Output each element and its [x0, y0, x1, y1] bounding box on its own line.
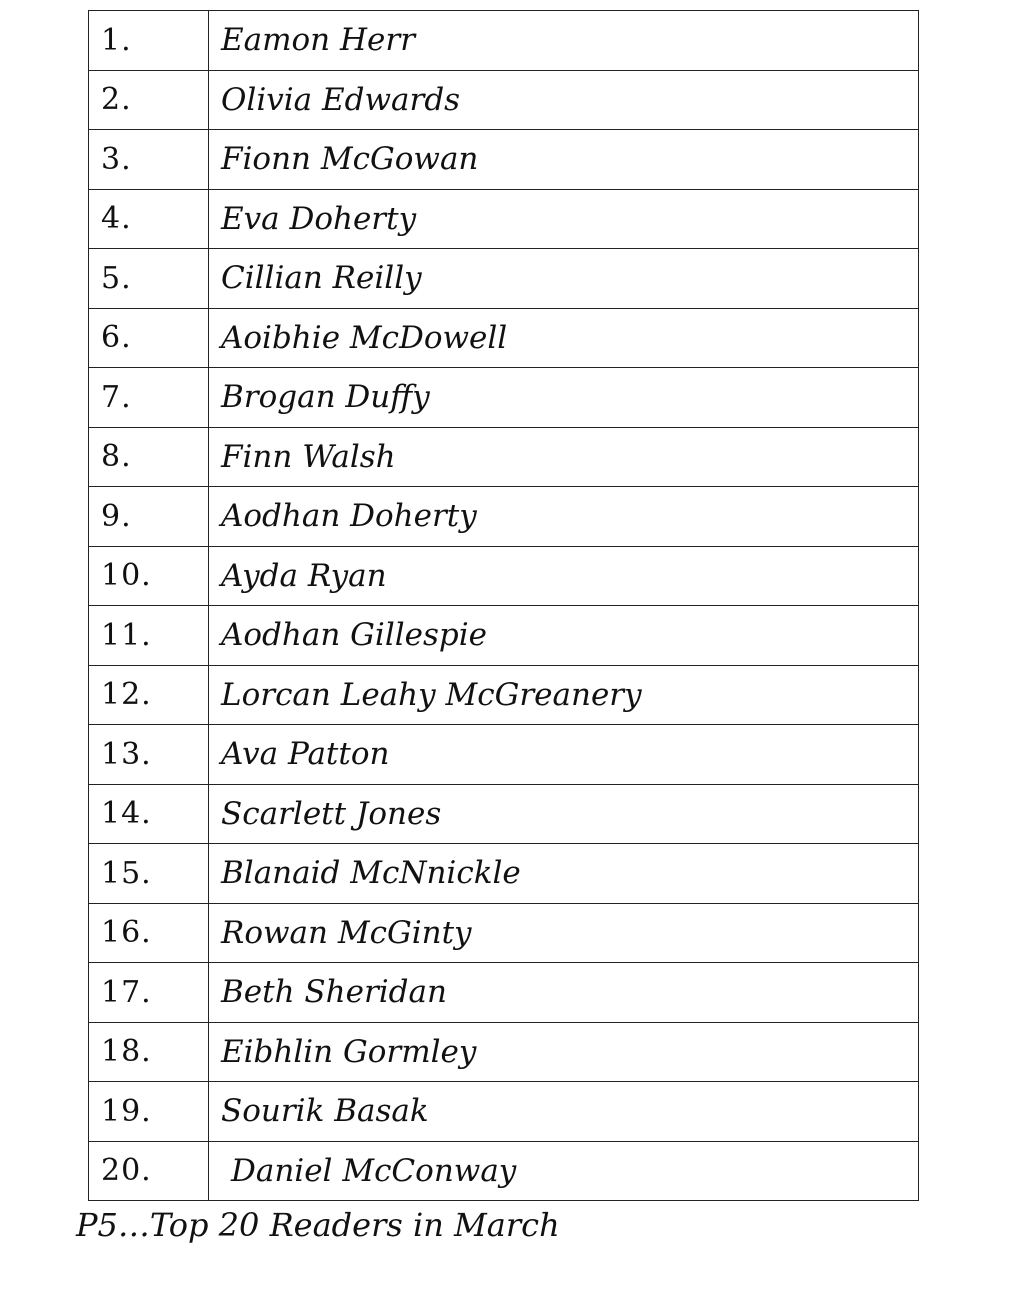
table-row: [89, 784, 919, 844]
table-row: [89, 1022, 919, 1082]
table-row: [89, 189, 919, 249]
rank-cell: 1.: [89, 11, 209, 71]
table-row: [89, 1082, 919, 1142]
rank-cell: 12.: [89, 665, 209, 725]
rank-cell: 9.: [89, 487, 209, 547]
table-row: [89, 963, 919, 1023]
reader-name-cell: Scarlett Jones: [209, 784, 919, 844]
table-row: [89, 1141, 919, 1201]
rank-cell: 8.: [89, 427, 209, 487]
reader-name-cell: Finn Walsh: [209, 427, 919, 487]
rank-cell: 14.: [89, 784, 209, 844]
table-row: [89, 487, 919, 547]
reader-name-cell: Ava Patton: [209, 725, 919, 785]
rank-cell: 13.: [89, 725, 209, 785]
table-row: [89, 130, 919, 190]
readers-table-body: [89, 11, 919, 1201]
table-row: [89, 665, 919, 725]
rank-cell: 5.: [89, 249, 209, 309]
reader-name-cell: Beth Sheridan: [209, 963, 919, 1023]
reader-name-cell: Ayda Ryan: [209, 546, 919, 606]
rank-cell: 4.: [89, 189, 209, 249]
rank-cell: 19.: [89, 1082, 209, 1142]
rank-cell: 11.: [89, 606, 209, 666]
table-row: [89, 249, 919, 309]
table-row: [89, 308, 919, 368]
caption: P5…Top 20 Readers in March: [76, 1206, 560, 1244]
reader-name-cell: Olivia Edwards: [209, 70, 919, 130]
reader-name-cell: Eva Doherty: [209, 189, 919, 249]
reader-name-cell: Aodhan Doherty: [209, 487, 919, 547]
reader-name-cell: Rowan McGinty: [209, 903, 919, 963]
reader-name-cell: Eamon Herr: [209, 11, 919, 71]
reader-name-cell: Aoibhie McDowell: [209, 308, 919, 368]
reader-name-cell: Eibhlin Gormley: [209, 1022, 919, 1082]
rank-cell: 18.: [89, 1022, 209, 1082]
reader-name-cell: Cillian Reilly: [209, 249, 919, 309]
table-row: [89, 427, 919, 487]
table-row: [89, 70, 919, 130]
table-row: [89, 11, 919, 71]
reader-name-cell: Daniel McConway: [209, 1141, 919, 1201]
table-row: [89, 606, 919, 666]
reader-name-cell: Fionn McGowan: [209, 130, 919, 190]
table-row: [89, 903, 919, 963]
table-row: [89, 546, 919, 606]
table-row: [89, 844, 919, 904]
rank-cell: 3.: [89, 130, 209, 190]
rank-cell: 20.: [89, 1141, 209, 1201]
reader-name-cell: Sourik Basak: [209, 1082, 919, 1142]
reader-name-cell: Lorcan Leahy McGreanery: [209, 665, 919, 725]
table-row: [89, 368, 919, 428]
reader-name-cell: Blanaid McNnickle: [209, 844, 919, 904]
readers-table: [88, 10, 919, 1201]
rank-cell: 17.: [89, 963, 209, 1023]
table-row: [89, 725, 919, 785]
rank-cell: 10.: [89, 546, 209, 606]
reader-name-cell: Brogan Duffy: [209, 368, 919, 428]
rank-cell: 2.: [89, 70, 209, 130]
reader-name-cell: Aodhan Gillespie: [209, 606, 919, 666]
rank-cell: 16.: [89, 903, 209, 963]
rank-cell: 7.: [89, 368, 209, 428]
rank-cell: 6.: [89, 308, 209, 368]
rank-cell: 15.: [89, 844, 209, 904]
